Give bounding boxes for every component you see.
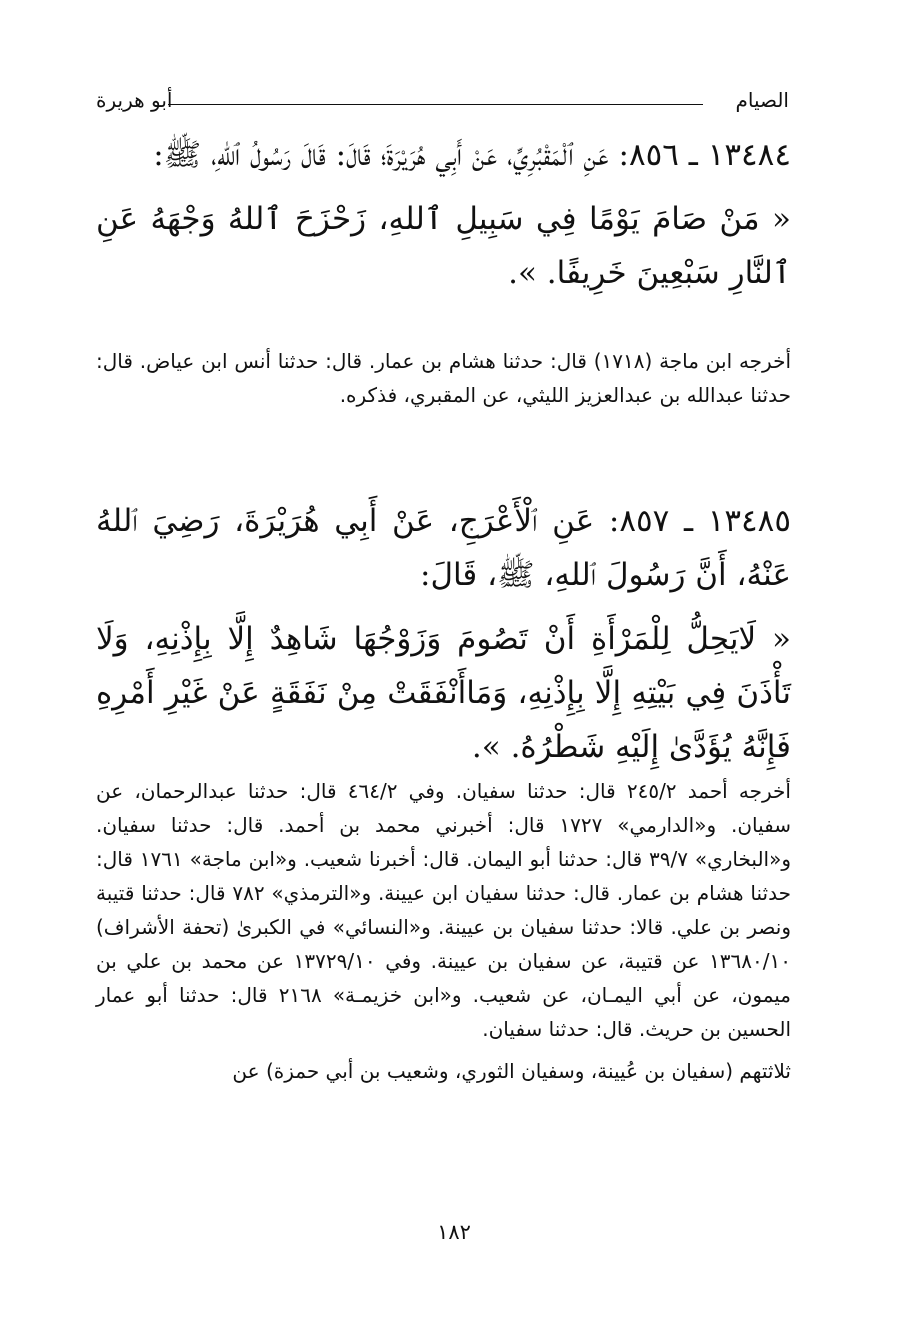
takhrij-paragraph: أخرجه ابن ماجة (١٧١٨) قال: حدثنا هشام بن عمار. قال: حدثنا أنس ابن عياض. قال: حدثنا عبدالله بن عبدالعزيز الليثي، عن المقبري، فذكره.	[96, 349, 792, 407]
hadith-intro: ١٣٤٨٤ ـ ٨٥٦: عَنِ ٱلْمَقْبُرِيِّ، عَنْ أَبِي هُرَيْرَةَ؛ قَالَ: قَالَ رَسُولُ ٱللهِ، ﷺ:	[153, 137, 791, 173]
takhrij-13485	[96, 774, 791, 1088]
takhrij-paragraph: أخرجه أحمد ٢٤٥/٢ قال: حدثنا سفيان. وفي ٤٦٤/٢ قال: حدثنا عبدالرحمان، عن سفيان. و«الدارمي» ١٧٢٧ قال: أخبرني محمد بن أحمد. قال: حدثنا سفيان. و«البخاري» ٣٩/٧ قال: حدثنا أبو اليمان. قال: أخبرنا شعيب. و«ابن ماجة» ١٧٦١ قال: حدثنا هشام بن عمار. قال: حدثنا سفيان ابن عيينة. و«الترمذي» ٧٨٢ قال: حدثنا قتيبة ونصر بن علي. قالا: حدثنا سفيان بن عيينة. و«النسائي» في الكبرىٰ (تحفة الأشراف) ١٣٦٨٠/١٠ عن قتيبة، عن سفيان بن عيينة. وفي ١٣٧٢٩/١٠ عن محمد بن علي بن ميمون، عن أبي اليمـان، عن شعيب. و«ابن خزيمـة» ٢١٦٨ قال: حدثنا أبو عمار الحسين بن حريث. قال: حدثنا سفيان.	[96, 779, 792, 1041]
hadith-13485	[96, 494, 791, 774]
hadith-text: « لَايَحِلُّ لِلْمَرْأَةِ أَنْ تَصُومَ وَزَوْجُهَا شَاهِدٌ إِلَّا بِإِذْنِهِ، وَلَا تَأْذَنَ فِي بَيْتِهِ إِلَّا بِإِذْنِهِ، وَمَاأَنْفَقَتْ مِنْ نَفَقَةٍ عَنْ غَيْرِ أَمْرِهِ فَإِنَّهُ يُؤَدَّىٰ إِلَيْهِ شَطْرُهُ. ».	[96, 621, 791, 765]
hadith-13484	[96, 128, 791, 300]
narrator-name: أبو هريرة	[96, 88, 173, 112]
page-number: ١٨٢	[437, 1220, 471, 1244]
running-header	[96, 88, 789, 116]
hadith-text: « مَنْ صَامَ يَوْمًا فِي سَبِيلِ ٱللهِ، زَحْزَحَ ٱللهُ وَجْهَهُ عَنِ ٱلنَّارِ سَبْعِينَ خَرِيفًا. ».	[96, 201, 791, 291]
chapter-title: الصيام	[735, 88, 789, 112]
takhrij-paragraph-continued: ثلاثتهم (سفيان بن عُيينة، وسفيان الثوري، وشعيب بن أبي حمزة) عن	[232, 1059, 791, 1083]
takhrij-13484	[96, 344, 791, 412]
header-rule	[168, 104, 703, 105]
hadith-intro: ١٣٤٨٥ ـ ٨٥٧: عَنِ ٱلْأَعْرَجِ، عَنْ أَبِي هُرَيْرَةَ، رَضِيَ ٱللهُ عَنْهُ، أَنَّ رَسُولَ ٱللهِ، ﷺ، قَالَ:	[96, 503, 791, 593]
